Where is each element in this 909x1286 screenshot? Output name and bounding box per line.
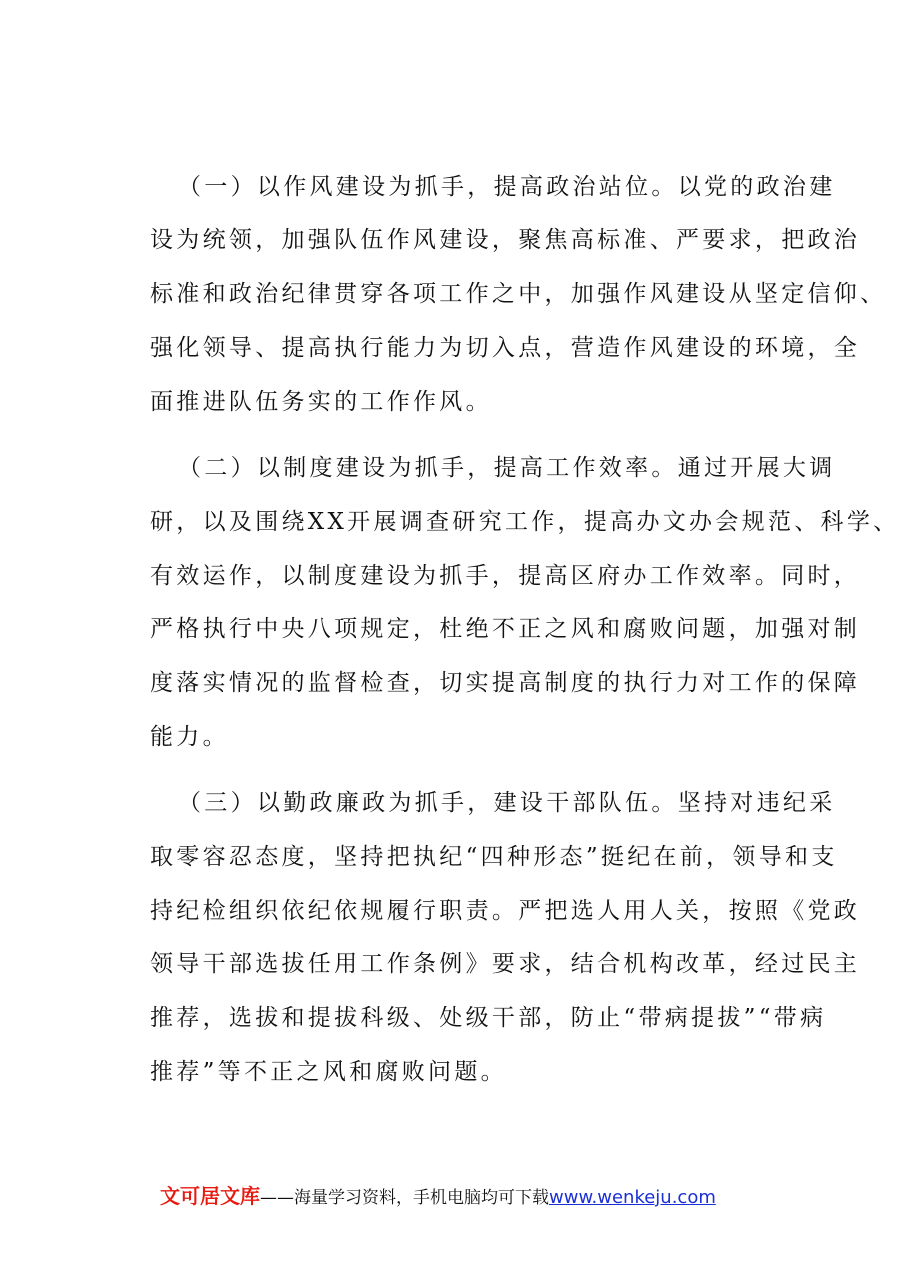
paragraph-line: 能力。 bbox=[150, 724, 229, 750]
footer-url-link[interactable]: www.wenkeju.com bbox=[549, 1187, 716, 1208]
paragraph-line: 推荐，选拔和提拔科级、处级干部，防止“带病提拔”“带病 bbox=[150, 1005, 827, 1031]
paragraph-line: 持纪检组织依纪依规履行职责。严把选人用人关，按照《党政 bbox=[150, 898, 861, 924]
paragraph-line: （二）以制度建设为抓手，提高工作效率。通过开展大调 bbox=[178, 455, 836, 481]
paragraph-line: 推荐”等不正之风和腐败问题。 bbox=[150, 1059, 507, 1085]
paragraph-line: 研，以及围绕XX开展调查研究工作，提高办文办会规范、科学、 bbox=[150, 509, 900, 535]
footer-brand: 文可居文库 bbox=[160, 1184, 260, 1208]
paragraph-line: 度落实情况的监督检查，切实提高制度的执行力对工作的保障 bbox=[150, 670, 861, 696]
paragraph-line: 有效运作，以制度建设为抓手，提高区府办工作效率。同时， bbox=[150, 563, 861, 589]
footer-banner bbox=[160, 1183, 716, 1211]
footer-tagline: ——海量学习资料，手机电脑均可下载 bbox=[260, 1188, 549, 1208]
paragraph-line: 严格执行中央八项规定，杜绝不正之风和腐败问题，加强对制 bbox=[150, 616, 861, 642]
paragraph-line: 面推进队伍务实的工作作风。 bbox=[150, 389, 492, 415]
paragraph-line: 标准和政治纪律贯穿各项工作之中，加强作风建设从坚定信仰、 bbox=[150, 281, 887, 307]
paragraph-line: （一）以作风建设为抓手，提高政治站位。以党的政治建 bbox=[178, 174, 836, 200]
paragraph-line: 强化领导、提高执行能力为切入点，营造作风建设的环境，全 bbox=[150, 335, 861, 361]
paragraph-line: 取零容忍态度，坚持把执纪“四种形态”挺纪在前，领导和支 bbox=[150, 844, 838, 870]
paragraph-line: 设为统领，加强队伍作风建设，聚焦高标准、严要求，把政治 bbox=[150, 227, 861, 253]
paragraph-line: 领导干部选拔任用工作条例》要求，结合机构改革，经过民主 bbox=[150, 951, 861, 977]
paragraph-line: （三）以勤政廉政为抓手，建设干部队伍。坚持对违纪采 bbox=[178, 790, 836, 816]
